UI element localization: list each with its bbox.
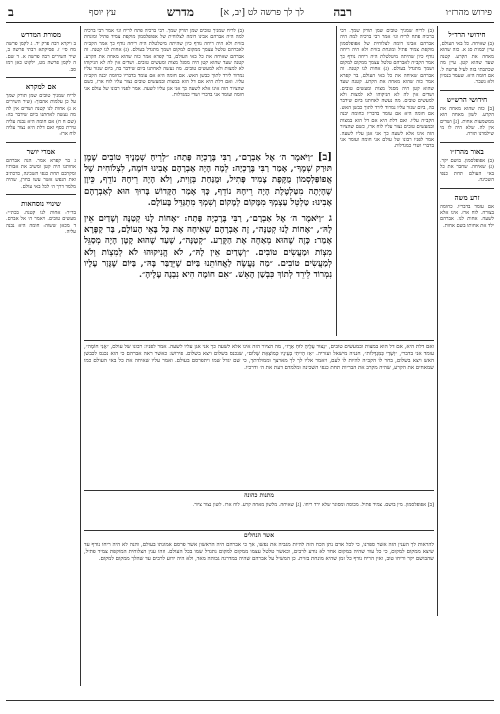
wide-commentary-text: ואם דלת היא, אם דל הוא במצות ובמעשים טובים, ״נָצוּר עָלֶיהָ לוּחַ אָרֶז״, מה הציור הזה אינו אלא לשעה כך אני אגן עליו לשעה. אמר לפניו: רבונו של עולם, ״אֲנִי חוֹמָה״, עומד אני בדברי, ״וְשָׁדַי כַּמִּגְדָּלוֹת״, חנניה מישאל ועזריה. ״אָז הָיִיתִי בְעֵינָיו כְּמוֹצְאֵת שָׁלוֹם״, שנכנס בשלום ויצא בשלום. פירוש: כאשר ראה אברהם כי הוא נכנס לכבשן האש ויצא בשלום, בחר לו הקב״ה להיות לו לעם, ויאמר אליו לך לך מארצך וממולדתך, כי שם יגדל שמו ויתפרסם בעולם. ואמר עליו שאיחה את כל באי העולם כמו שמאחים את הקרע, שהיה מקרב את הבריות תחת כנפי השכינה ומלמדם דעת את ה׳ ודרכיו. [84,344,434,371]
center-commentary-column [340,28,434,333]
page-title-rabbah: רבה [333,5,352,19]
rashash-title: חידושי הרש״ש [446,94,488,104]
section-rule [84,340,434,341]
page-number: ב [8,5,14,19]
zera-moshe-title: זרע משה [454,192,480,202]
imrei-yosher-text: ג בר קפרא אמר. הנה אברהם אחותנו היה קטן ומשיב את אבותיו ומקרבם תחת כנפי השכינה, כדכתיב ואת הנפש אשר עשו בחרן, שהיה מלמד דרך ה׳ לכל באי עולם. [6,157,76,190]
left-commentary-label: עץ יוסף [88,8,116,18]
divider [6,77,76,78]
divider [440,90,494,91]
zera-moshe-text: אם עומד בדבריו. כחומה בצורה. לוח ארז. אינו אלא לשעה. אחות לנו. אברהם ילד את אחותו בשם אחות. [440,203,494,229]
page-bottom-rule [6,700,494,701]
right-commentary-label: פירוש מהרז״ו [445,8,492,18]
main-paragraph-1: ״וַיֹּאמֶר ה׳ אֶל אַבְרָם״, רַבִּי בֶּרֶכְיָה פָּתַח: ״לְרֵיחַ שְׁמָנֶיךָ טוֹבִים שֶׁמֶן תּוּרַק שְׁמֶךָ״, אָמַר רַבִּי בֶּרֶכְיָה: לְמָה הָיָה אַבְרָהָם אָבִינוּ דּוֹמֶה, לִצְלוֹחִית שֶׁל אֲפוֹפַּלְסְמוֹן מֻקֶּפֶת צָמִיד פָּתִיל, וּמֻנַּחַת בְּזָוִית, וְלֹא הָיָה רֵיחָהּ נוֹדֵף, כֵּיוָן שֶׁהָיְתָה מִטַּלְטֶלֶת הָיָה רֵיחָהּ נוֹדֵף, כָּךְ אָמַר הַקָּדוֹשׁ בָּרוּךְ הוּא לְאַבְרָהָם אָבִינוּ: טַלְטֵל עַצְמְךָ מִמָּקוֹם לְמָקוֹם וְשִׁמְךָ מִתְגַּדֵּל בָּעוֹלָם. [84,153,332,208]
imrei-yosher-title: אמרי יושר [26,146,56,156]
main-paragraph-2: ״וַיֹּאמֶר ה׳ אֶל אַבְרָם״, רַבִּי בֶּרֶכְיָה פָּתַח: ״אָחוֹת לָנוּ קְטַנָּה וְשָׁדַיִם אֵין לָהּ״, ״אָחוֹת לָנוּ קְטַנָּה״, זֶה אַבְרָהָם שֶׁאִיחָה אֶת כָּל בָּאֵי הָעוֹלָם, בַּר קַפָּרָא אָמַר: כָּזֶה שֶׁהוּא מְאַחֶה אֶת הַקֶּרַע. ״קְטַנָּה״, שֶׁעַד שֶׁהוּא קָטָן הָיָה מְסַגֵּל מִצְוֹת וּמַעֲשִׂים טוֹבִים. ״וְשָׁדַיִם אֵין לָהּ״, לֹא הֱנִיקוּהוּ לֹא לְמִצְוֹת וְלֹא לְמַעֲשִׂים טוֹבִים. ״מַה נַּעֲשֶׂה לַאֲחוֹתֵנוּ בַּיּוֹם שֶׁיְּדֻבַּר בָּהּ״, בַּיּוֹם שֶׁגָּזַר עָלָיו נִמְרוֹד לֵירֵד לְתוֹךְ כִּבְשַׁן הָאֵשׁ. ״אִם חוֹמָה הִיא נִבְנֶה עָלֶיהָ״. [84,214,332,281]
em-lamikra-text: לריח שמניך טובים שמן תורק שמך על כן עלמות אהבוך: (שיר השירים א ג) אחות לנו קטנה ושדים אין לה מה נעשה לאחתנו ביום שידבר בה: (שם ח ח) אם חומה היא נבנה עליה טירת כסף ואם דלת היא נצור עליה לוח ארז: [6,93,76,138]
maharzu-title: באור מהרז״ו [450,146,484,156]
column-rule [336,26,337,336]
divider [6,194,76,195]
right-sidebar-rule [437,26,438,616]
rashash-text: [ב] כזה שהוא מאחה את הקרע. לשון מאחה הוא ממשמעות אחות. [ג] ושדים אין לה. שלא היה לו מי שילמדנו תורה. [440,105,494,138]
divider [440,142,494,143]
main-midrash-text [84,152,332,332]
radal-title: חידושי הרד״ל [448,30,486,39]
shinuyei-title: שינויי נוסחאות [21,198,61,208]
em-lamikra-title: אם למקרא [25,82,57,92]
divider [440,188,494,189]
wide-commentary [84,344,434,486]
paragraph-marker: ג [328,213,332,225]
masoret-text: ב ויקרא רבה פרק יד. ג לקמן פרשה מח סי׳ ז. פסיקתא רבתי פרשה ב, שיר השירים רבה פרשה א. ד שם. ה לקמן פרשה מט, ילקוט כאן רמז סב. [6,41,76,73]
matnot-kehuna-title: מתנות כהונה [244,492,274,499]
masoret-title: מסורת המדרש [20,30,61,39]
section-rule [84,530,434,531]
page-title-midrash: מדרש [166,5,194,19]
eshed-title: אשד הנחלים [243,532,275,539]
page-header [6,6,494,23]
etz-yosef-text: (ב) לריח שמניך טובים שמן תורק שמך. רבי ברכיה פתח לריח וגו׳ אמר רבי ברכיה למה היה אברהם אבינו דומה לצלוחית של אפופלסמון מוקפת צמיד פתיל ומונחת בזוית ולא היה ריחה נודף כיון שהיתה מיטלטלת היה ריחה נודף כך אמר הקב״ה לאברהם טלטל עצמך ממקום למקום ושמך מתגדל בעולם. (ג) אחות לנו קטנה. זה אברהם שאיחה את כל באי העולם, בר קפרא אמר כזה שהוא מאחה את הקרע. קטנה שעד שהוא קטן היה מסגל מצות ומעשים טובים. ושדים אין לה לא הניקוהו לא למצות ולא למעשים טובים. מה נעשה לאחתנו ביום שידבר בה, ביום שגזר עליו נמרוד לירד לתוך כבשן האש. אם חומה היא אם עומד בדבריו כחומה יבנה הקב״ה עליו. ואם דלת היא אם דל הוא במצות ובמעשים טובים נצור עליו לוח ארז, כשם שהציור הזה אינו אלא לשעה כך אני אגן עליו לשעה. אמר לפניו רבונו של עולם אני חומה ועומד אני בדברי ושדי כמגדלות. [84,28,244,99]
matnot-kehuna-text: [ב] אפופלסמון. מין בושם. צמיד פתיל. מכוסה ומסוגר שלא ירד ריחו. [ג] שאיחה. מלשון מאחה קרע. לוח ארז. לשון נצור ציור. [192,502,434,508]
section-rule [84,490,434,491]
parasha-label: לך לך פרשה לט [יב, א] [220,8,304,18]
eshed-text: להראות לך הענין הזה אשר ספרנו, כי לכל אדם נתן הכח הזה להיות מגביה את נפשו, אך כי אברהם היה הראשון אשר פרסם אמונתו בעולם, והנה לא היה ריחו נודף עד שיצא ממקום למקום, כי כל עוד שהיה במקום אחד לא נודע לרבים, וכאשר טלטל עצמו ממקום למקום נתגדל שמו בכל העולם. וזהו ענין הצלוחית המוקפת צמיד פתיל, שהבושם יקר וריחו טוב, ואין הריח נודף כל זמן שהיא מונחת בזוית. כן המשיל על אברהם שהיה במדרגה גבוהה מאד, ולא היה ידוע לרבים עד שהלך ממקום למקום. [84,542,434,562]
shinuyei-text: בד״ר: אחות לנו קטנה. בכת״י: מעשים טובים. ויאמר ה׳ אל אברם. ד מכאן ששוה: חומה היא נבנה עליה. [6,209,76,236]
center-commentary-text: (ב) לריח שמניך טובים שמן תורק שמך. רבי ברכיה פתח לריח וגו׳ אמר רבי ברכיה למה היה אברהם אבינו דומה לצלוחית של אפופלסמון מוקפת צמיד פתיל ומונחת בזוית ולא היה ריחה נודף כיון שהיתה מיטלטלת היה ריחה נודף כך אמר הקב״ה לאברהם טלטל עצמך ממקום למקום ושמך מתגדל בעולם. (ג) אחות לנו קטנה. זה אברהם שאיחה את כל באי העולם, בר קפרא אמר כזה שהוא מאחה את הקרע. קטנה שעד שהוא קטן היה מסגל מצות ומעשים טובים. ושדים אין לה לא הניקוהו לא למצות ולא למעשים טובים. מה נעשה לאחתנו ביום שידבר בה, ביום שגזר עליו נמרוד לירד לתוך כבשן האש. אם חומה היא אם עומד בדבריו כחומה יבנה הקב״ה עליו. ואם דלת היא אם דל הוא במצות ובמעשים טובים נצור עליו לוח ארז, כשם שהציור הזה אינו אלא לשעה כך אני אגן עליו לשעה. אמר לפניו רבונו של עולם אני חומה ועומד אני בדברי ושדי כמגדלות. [340,28,434,150]
maharzu-text: (ב) אפופלסמון. בושם יקר. (ג) שאיחה. שחבר את כל באי העולם תחת כנפי השכינה. [440,157,494,184]
radal-text: (ב) שאיחה. כל באי העולם, עיין יבמות סג א. כזה שהוא מאחה את הקרע. קטנה שעד שהוא קטן. עיין מה שכתבתי בזה לעיל פרשה ל. אם חומה היא. שעמד בנסיון ולא נשבר. [440,41,494,86]
left-margin-rule [80,26,81,686]
left-margin-column [6,28,76,528]
right-sidebar [440,28,494,618]
paragraph-marker: [ב] [317,152,332,163]
divider [6,142,76,143]
